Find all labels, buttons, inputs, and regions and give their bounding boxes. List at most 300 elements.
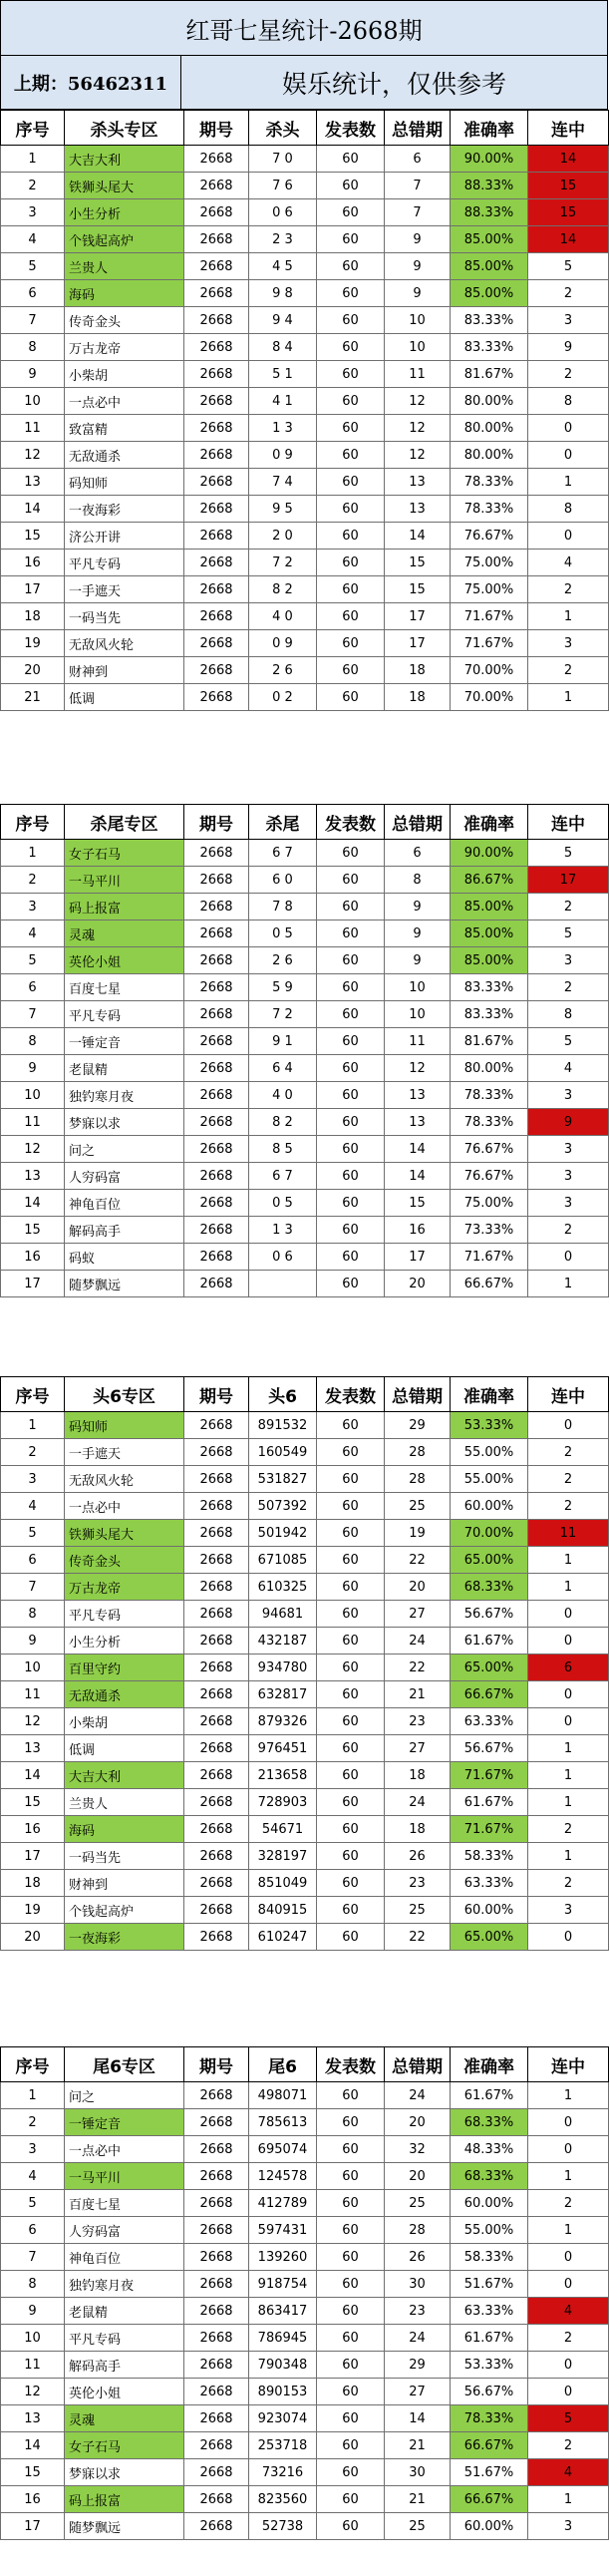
accuracy-cell: 85.00%: [451, 947, 528, 974]
streak-cell: 2: [528, 1439, 609, 1466]
value-cell: 6 0: [249, 867, 317, 894]
issue-cell: 2668: [184, 576, 249, 603]
accuracy-cell: 85.00%: [451, 894, 528, 920]
published-cell: 60: [317, 1628, 385, 1655]
error-count-cell: 6: [385, 840, 451, 867]
table-row: [1, 226, 609, 253]
error-count-cell: 11: [385, 361, 451, 388]
name-cell: 一锤定音: [65, 1028, 184, 1055]
error-count-cell: 13: [385, 1082, 451, 1109]
issue-cell: 2668: [184, 1055, 249, 1082]
accuracy-cell: 78.33%: [451, 1082, 528, 1109]
table-row: [1, 2163, 609, 2190]
error-count-cell: 19: [385, 1520, 451, 1547]
name-cell: 梦寐以求: [65, 2459, 184, 2486]
value-cell: 918754: [249, 2271, 317, 2298]
issue-cell: 2668: [184, 1082, 249, 1109]
row-number: 13: [1, 1163, 65, 1190]
row-number: 3: [1, 199, 65, 226]
value-cell: 7 4: [249, 469, 317, 496]
value-cell: 4 5: [249, 253, 317, 280]
published-cell: 60: [317, 840, 385, 867]
column-header: 准确率: [451, 2047, 528, 2082]
published-cell: 60: [317, 1816, 385, 1843]
row-number: 1: [1, 146, 65, 173]
published-cell: 60: [317, 1574, 385, 1601]
value-cell: 4 0: [249, 1082, 317, 1109]
table-row: [1, 1520, 609, 1547]
issue-cell: 2668: [184, 1816, 249, 1843]
streak-cell: 1: [528, 684, 609, 711]
row-number: 13: [1, 1735, 65, 1762]
accuracy-cell: 65.00%: [451, 1924, 528, 1951]
row-number: 10: [1, 1655, 65, 1681]
value-cell: 786945: [249, 2325, 317, 2352]
row-number: 2: [1, 173, 65, 199]
issue-cell: 2668: [184, 2217, 249, 2244]
name-cell: 无敌通杀: [65, 442, 184, 469]
accuracy-cell: 75.00%: [451, 550, 528, 576]
name-cell: 码蚁: [65, 1244, 184, 1271]
row-number: 19: [1, 630, 65, 657]
error-count-cell: 14: [385, 523, 451, 550]
column-header: 杀尾: [249, 805, 317, 840]
streak-cell: 3: [528, 307, 609, 334]
published-cell: 60: [317, 523, 385, 550]
value-cell: 823560: [249, 2486, 317, 2513]
streak-cell: 3: [528, 947, 609, 974]
name-cell: 小生分析: [65, 1628, 184, 1655]
streak-cell: 0: [528, 1601, 609, 1628]
row-number: 16: [1, 2486, 65, 2513]
published-cell: 60: [317, 550, 385, 576]
name-cell: 灵魂: [65, 920, 184, 947]
row-number: 13: [1, 469, 65, 496]
value-cell: 0 6: [249, 199, 317, 226]
row-number: 5: [1, 947, 65, 974]
table-row: [1, 2405, 609, 2432]
issue-cell: 2668: [184, 947, 249, 974]
name-cell: 灵魂: [65, 2405, 184, 2432]
accuracy-cell: 78.33%: [451, 469, 528, 496]
error-count-cell: 32: [385, 2136, 451, 2163]
value-cell: 2 6: [249, 657, 317, 684]
published-cell: 60: [317, 442, 385, 469]
name-cell: 一马平川: [65, 2163, 184, 2190]
name-cell: 济公开讲: [65, 523, 184, 550]
value-cell: 9 5: [249, 496, 317, 523]
published-cell: 60: [317, 199, 385, 226]
streak-cell: 1: [528, 2163, 609, 2190]
table-row: [1, 2136, 609, 2163]
row-number: 11: [1, 415, 65, 442]
issue-cell: 2668: [184, 1574, 249, 1601]
accuracy-cell: 80.00%: [451, 442, 528, 469]
name-cell: 人穷码富: [65, 2217, 184, 2244]
published-cell: 60: [317, 1681, 385, 1708]
name-cell: 财神到: [65, 657, 184, 684]
column-header: 序号: [1, 805, 65, 840]
streak-cell: 5: [528, 1028, 609, 1055]
name-cell: 兰贵人: [65, 1789, 184, 1816]
value-cell: 0 6: [249, 1244, 317, 1271]
error-count-cell: 25: [385, 1897, 451, 1924]
issue-cell: 2668: [184, 1028, 249, 1055]
accuracy-cell: 76.67%: [451, 1163, 528, 1190]
error-count-cell: 25: [385, 1493, 451, 1520]
accuracy-cell: 83.33%: [451, 974, 528, 1001]
table-row: [1, 1870, 609, 1897]
accuracy-cell: 70.00%: [451, 657, 528, 684]
name-cell: 独钓寒月夜: [65, 1082, 184, 1109]
table-row: [1, 1109, 609, 1136]
column-header: 尾6专区: [65, 2047, 184, 2082]
value-cell: 6 7: [249, 1163, 317, 1190]
row-number: 21: [1, 684, 65, 711]
accuracy-cell: 88.33%: [451, 173, 528, 199]
error-count-cell: 20: [385, 2163, 451, 2190]
accuracy-cell: 61.67%: [451, 1789, 528, 1816]
published-cell: 60: [317, 576, 385, 603]
streak-cell: 4: [528, 2459, 609, 2486]
issue-cell: 2668: [184, 603, 249, 630]
published-cell: 60: [317, 1789, 385, 1816]
row-number: 12: [1, 2379, 65, 2405]
published-cell: 60: [317, 2486, 385, 2513]
table-row: [1, 2109, 609, 2136]
table-row: [1, 2244, 609, 2271]
name-cell: 老鼠精: [65, 1055, 184, 1082]
error-count-cell: 17: [385, 603, 451, 630]
value-cell: 7 6: [249, 173, 317, 199]
accuracy-cell: 70.00%: [451, 684, 528, 711]
issue-cell: 2668: [184, 840, 249, 867]
value-cell: 610325: [249, 1574, 317, 1601]
name-cell: 传奇金头: [65, 1547, 184, 1574]
accuracy-cell: 48.33%: [451, 2136, 528, 2163]
table-row: [1, 1762, 609, 1789]
error-count-cell: 22: [385, 1924, 451, 1951]
accuracy-cell: 85.00%: [451, 920, 528, 947]
column-header: 连中: [528, 805, 609, 840]
value-cell: 412789: [249, 2190, 317, 2217]
streak-cell: 2: [528, 1466, 609, 1493]
table-row: [1, 1843, 609, 1870]
error-count-cell: 23: [385, 2298, 451, 2325]
name-cell: 问之: [65, 1136, 184, 1163]
value-cell: 597431: [249, 2217, 317, 2244]
issue-cell: 2668: [184, 1520, 249, 1547]
table-row: [1, 496, 609, 523]
published-cell: 60: [317, 361, 385, 388]
name-cell: 一点必中: [65, 1493, 184, 1520]
streak-cell: 2: [528, 974, 609, 1001]
published-cell: 60: [317, 2352, 385, 2379]
value-cell: 0 9: [249, 630, 317, 657]
table-row: [1, 307, 609, 334]
value-cell: 5 9: [249, 974, 317, 1001]
table-row: [1, 415, 609, 442]
accuracy-cell: 60.00%: [451, 2190, 528, 2217]
column-header: 发表数: [317, 2047, 385, 2082]
issue-cell: 2668: [184, 920, 249, 947]
name-cell: 万古龙帝: [65, 334, 184, 361]
name-cell: 小柴胡: [65, 1708, 184, 1735]
value-cell: 610247: [249, 1924, 317, 1951]
value-cell: 1 3: [249, 415, 317, 442]
issue-cell: 2668: [184, 388, 249, 415]
name-cell: 百度七星: [65, 974, 184, 1001]
row-number: 8: [1, 334, 65, 361]
published-cell: 60: [317, 1655, 385, 1681]
table-row: [1, 1082, 609, 1109]
row-number: 8: [1, 1028, 65, 1055]
row-number: 3: [1, 2136, 65, 2163]
table-row: [1, 920, 609, 947]
streak-cell: 3: [528, 1163, 609, 1190]
column-header: 总错期: [385, 111, 451, 146]
value-cell: 790348: [249, 2352, 317, 2379]
streak-cell: 1: [528, 2217, 609, 2244]
table-row: [1, 1271, 609, 1297]
value-cell: 976451: [249, 1735, 317, 1762]
published-cell: 60: [317, 307, 385, 334]
issue-cell: 2668: [184, 630, 249, 657]
error-count-cell: 9: [385, 920, 451, 947]
published-cell: 60: [317, 1028, 385, 1055]
issue-cell: 2668: [184, 2513, 249, 2540]
issue-cell: 2668: [184, 1628, 249, 1655]
issue-cell: 2668: [184, 307, 249, 334]
issue-cell: 2668: [184, 1109, 249, 1136]
value-cell: 5 1: [249, 361, 317, 388]
published-cell: 60: [317, 657, 385, 684]
row-number: 20: [1, 1924, 65, 1951]
error-count-cell: 9: [385, 894, 451, 920]
issue-cell: 2668: [184, 1547, 249, 1574]
accuracy-cell: 75.00%: [451, 576, 528, 603]
streak-cell: 1: [528, 1547, 609, 1574]
value-cell: 7 8: [249, 894, 317, 920]
accuracy-cell: 76.67%: [451, 1136, 528, 1163]
row-number: 9: [1, 2298, 65, 2325]
published-cell: 60: [317, 1708, 385, 1735]
value-cell: 8 5: [249, 1136, 317, 1163]
published-cell: 60: [317, 2405, 385, 2432]
issue-cell: 2668: [184, 894, 249, 920]
issue-cell: 2668: [184, 361, 249, 388]
published-cell: 60: [317, 1217, 385, 1244]
column-header: 总错期: [385, 1377, 451, 1412]
accuracy-cell: 55.00%: [451, 2217, 528, 2244]
column-header: 准确率: [451, 1377, 528, 1412]
streak-cell: 4: [528, 2298, 609, 2325]
name-cell: 问之: [65, 2082, 184, 2109]
value-cell: 432187: [249, 1628, 317, 1655]
issue-cell: 2668: [184, 199, 249, 226]
published-cell: 60: [317, 2163, 385, 2190]
accuracy-cell: 68.33%: [451, 2109, 528, 2136]
value-cell: 328197: [249, 1843, 317, 1870]
issue-cell: 2668: [184, 1190, 249, 1217]
accuracy-cell: 51.67%: [451, 2271, 528, 2298]
column-header: 头6专区: [65, 1377, 184, 1412]
issue-cell: 2668: [184, 2325, 249, 2352]
table-row: [1, 1897, 609, 1924]
table-row: [1, 253, 609, 280]
name-cell: 财神到: [65, 1870, 184, 1897]
accuracy-cell: 66.67%: [451, 1681, 528, 1708]
issue-cell: 2668: [184, 867, 249, 894]
value-cell: 73216: [249, 2459, 317, 2486]
accuracy-cell: 78.33%: [451, 2405, 528, 2432]
value-cell: 890153: [249, 2379, 317, 2405]
table-row: [1, 840, 609, 867]
error-count-cell: 22: [385, 1547, 451, 1574]
column-header: 总错期: [385, 805, 451, 840]
name-cell: 低调: [65, 684, 184, 711]
issue-cell: 2668: [184, 1412, 249, 1439]
value-cell: 94681: [249, 1601, 317, 1628]
value-cell: 4 0: [249, 603, 317, 630]
error-count-cell: 13: [385, 496, 451, 523]
error-count-cell: 24: [385, 2325, 451, 2352]
row-number: 1: [1, 840, 65, 867]
error-count-cell: 28: [385, 1466, 451, 1493]
row-number: 4: [1, 1493, 65, 1520]
published-cell: 60: [317, 1924, 385, 1951]
published-cell: 60: [317, 1897, 385, 1924]
table-row: [1, 1028, 609, 1055]
issue-cell: 2668: [184, 334, 249, 361]
accuracy-cell: 66.67%: [451, 1271, 528, 1297]
table-row: [1, 550, 609, 576]
issue-cell: 2668: [184, 1466, 249, 1493]
streak-cell: 0: [528, 1244, 609, 1271]
published-cell: 60: [317, 1439, 385, 1466]
row-number: 2: [1, 1439, 65, 1466]
value-cell: 160549: [249, 1439, 317, 1466]
table-row: [1, 1136, 609, 1163]
table-row: [1, 2379, 609, 2405]
row-number: 10: [1, 1082, 65, 1109]
issue-cell: 2668: [184, 974, 249, 1001]
error-count-cell: 15: [385, 550, 451, 576]
streak-cell: 0: [528, 2352, 609, 2379]
row-number: 16: [1, 1244, 65, 1271]
issue-cell: 2668: [184, 2163, 249, 2190]
value-cell: 213658: [249, 1762, 317, 1789]
published-cell: 60: [317, 2432, 385, 2459]
issue-cell: 2668: [184, 1136, 249, 1163]
name-cell: 一马平川: [65, 867, 184, 894]
table-row: [1, 1816, 609, 1843]
column-header: 连中: [528, 2047, 609, 2082]
issue-cell: 2668: [184, 1439, 249, 1466]
table-header-row: [1, 111, 609, 146]
table-row: [1, 1217, 609, 1244]
name-cell: 女子石马: [65, 840, 184, 867]
error-count-cell: 18: [385, 684, 451, 711]
name-cell: 神龟百位: [65, 2244, 184, 2271]
name-cell: 海码: [65, 280, 184, 307]
value-cell: 9 1: [249, 1028, 317, 1055]
error-count-cell: 25: [385, 2190, 451, 2217]
published-cell: 60: [317, 2379, 385, 2405]
name-cell: 神龟百位: [65, 1190, 184, 1217]
table-row: [1, 1547, 609, 1574]
table-row: [1, 630, 609, 657]
error-count-cell: 10: [385, 334, 451, 361]
streak-cell: 1: [528, 2082, 609, 2109]
accuracy-cell: 88.33%: [451, 199, 528, 226]
streak-cell: 0: [528, 1924, 609, 1951]
row-number: 3: [1, 894, 65, 920]
accuracy-cell: 56.67%: [451, 2379, 528, 2405]
published-cell: 60: [317, 1271, 385, 1297]
accuracy-cell: 71.67%: [451, 630, 528, 657]
accuracy-cell: 66.67%: [451, 2432, 528, 2459]
table-row: [1, 173, 609, 199]
value-cell: 2 3: [249, 226, 317, 253]
streak-cell: 0: [528, 1628, 609, 1655]
streak-cell: 1: [528, 1574, 609, 1601]
accuracy-cell: 56.67%: [451, 1601, 528, 1628]
streak-cell: 9: [528, 1109, 609, 1136]
published-cell: 60: [317, 1762, 385, 1789]
value-cell: 671085: [249, 1547, 317, 1574]
issue-cell: 2668: [184, 2190, 249, 2217]
streak-cell: 2: [528, 1493, 609, 1520]
table-row: [1, 1681, 609, 1708]
table-row: [1, 388, 609, 415]
accuracy-cell: 70.00%: [451, 1520, 528, 1547]
name-cell: 百里守约: [65, 1655, 184, 1681]
table-row: [1, 2352, 609, 2379]
row-number: 11: [1, 1681, 65, 1708]
accuracy-cell: 83.33%: [451, 307, 528, 334]
issue-cell: 2668: [184, 1001, 249, 1028]
value-cell: 9 8: [249, 280, 317, 307]
error-count-cell: 27: [385, 1601, 451, 1628]
table-row: [1, 199, 609, 226]
error-count-cell: 24: [385, 2082, 451, 2109]
error-count-cell: 26: [385, 2244, 451, 2271]
name-cell: 海码: [65, 1816, 184, 1843]
value-cell: 923074: [249, 2405, 317, 2432]
table-row: [1, 2486, 609, 2513]
row-number: 6: [1, 2217, 65, 2244]
name-cell: 百度七星: [65, 2190, 184, 2217]
streak-cell: 3: [528, 630, 609, 657]
published-cell: 60: [317, 2459, 385, 2486]
error-count-cell: 10: [385, 307, 451, 334]
issue-cell: 2668: [184, 1924, 249, 1951]
published-cell: 60: [317, 2325, 385, 2352]
row-number: 12: [1, 1136, 65, 1163]
table-row: [1, 523, 609, 550]
column-header: 期号: [184, 2047, 249, 2082]
row-number: 20: [1, 657, 65, 684]
name-cell: 平凡专码: [65, 550, 184, 576]
error-count-cell: 30: [385, 2459, 451, 2486]
value-cell: 4 1: [249, 388, 317, 415]
error-count-cell: 13: [385, 469, 451, 496]
accuracy-cell: 85.00%: [451, 280, 528, 307]
row-number: 17: [1, 1271, 65, 1297]
error-count-cell: 23: [385, 1870, 451, 1897]
streak-cell: 0: [528, 1708, 609, 1735]
